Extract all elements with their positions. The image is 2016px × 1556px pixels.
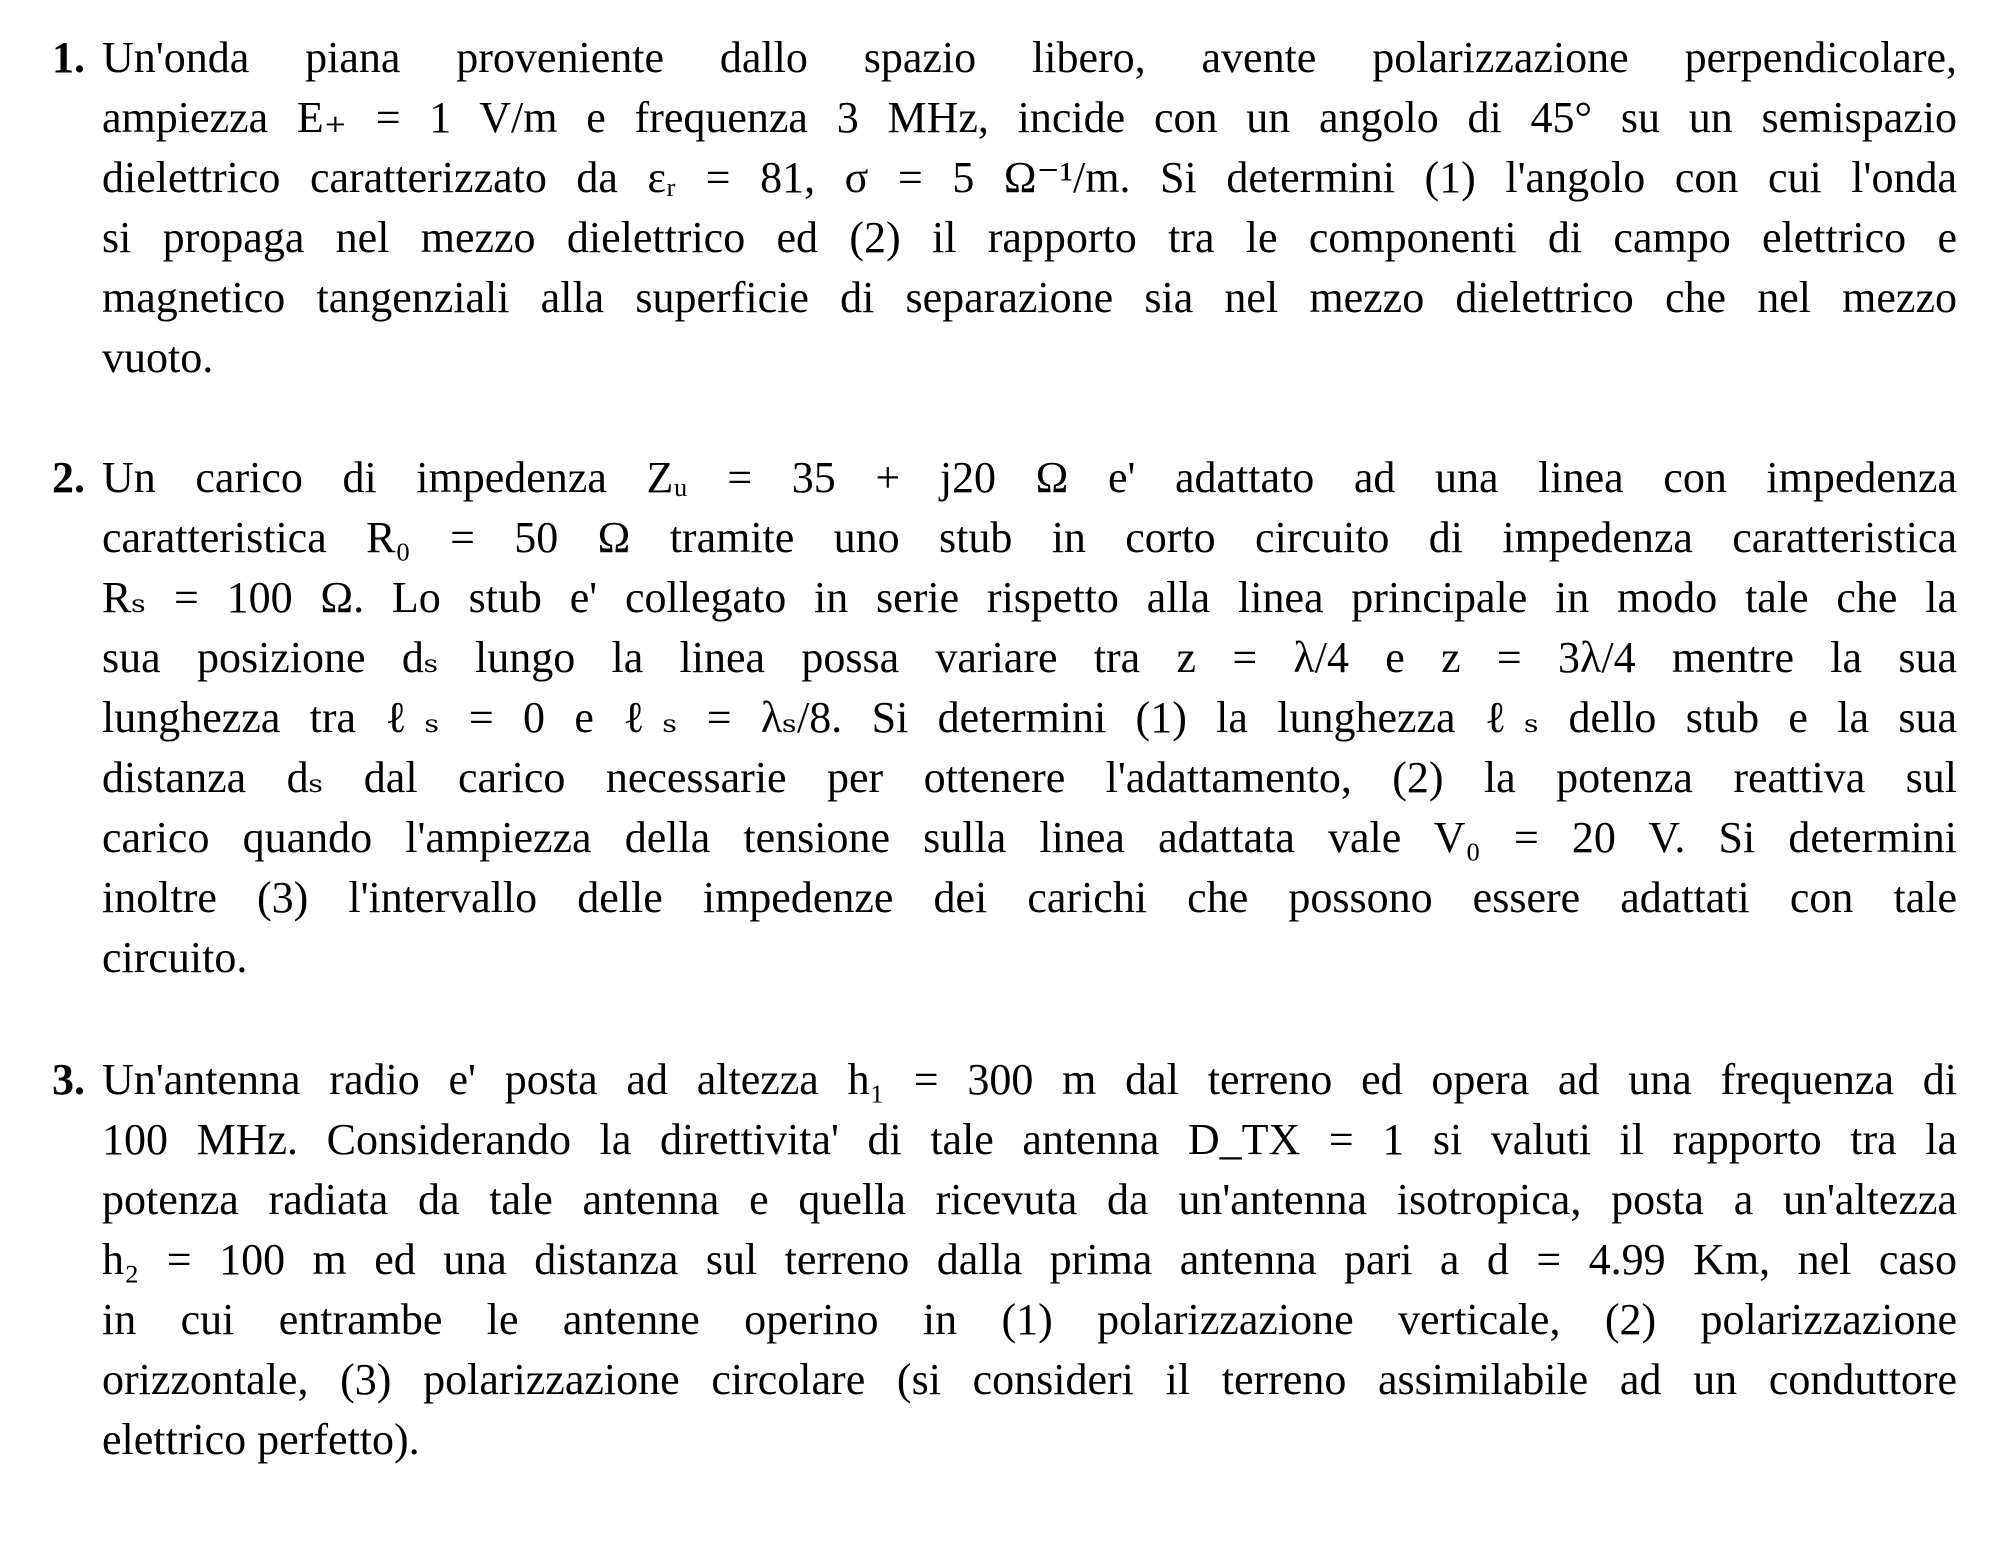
text-line: vuoto. bbox=[102, 333, 214, 382]
problem-number: 2. bbox=[52, 453, 85, 502]
text-line: potenza radiata da tale antenna e quella ricevuta da un'antenna isotropica, posta a un'altezza bbox=[102, 1175, 1957, 1224]
text-line: magnetico tangenziali alla superficie di separazione sia nel mezzo dielettrico che nel mezzo bbox=[102, 273, 1957, 322]
text-line: h₂ = 100 m ed una distanza sul terreno dalla prima antenna pari a d = 4.99 Km, nel caso bbox=[102, 1235, 1957, 1284]
text-line: sua posizione dₛ lungo la linea possa variare tra z = λ/4 e z = 3λ/4 mentre la sua bbox=[102, 633, 1957, 682]
text-line: elettrico perfetto). bbox=[102, 1415, 420, 1464]
text-line: Un'onda piana proveniente dallo spazio libero, avente polarizzazione perpendicolare, bbox=[102, 33, 1957, 82]
problem-number: 1. bbox=[52, 33, 85, 82]
problem-text bbox=[102, 1050, 1957, 1470]
text-line: distanza dₛ dal carico necessarie per ottenere l'adattamento, (2) la potenza reattiva sul bbox=[102, 753, 1957, 802]
text-line: circuito. bbox=[102, 933, 248, 982]
text-line: inoltre (3) l'intervallo delle impedenze dei carichi che possono essere adattati con tale bbox=[102, 873, 1957, 922]
text-line: Un carico di impedenza Zᵤ = 35 + j20 Ω e' adattato ad una linea con impedenza bbox=[102, 453, 1957, 502]
text-line: caratteristica R₀ = 50 Ω tramite uno stub in corto circuito di impedenza caratteristica bbox=[102, 513, 1957, 562]
text-line: ampiezza E₊ = 1 V/m e frequenza 3 MHz, incide con un angolo di 45° su un semispazio bbox=[102, 93, 1957, 142]
text-line: dielettrico caratterizzato da εᵣ = 81, σ = 5 Ω⁻¹/m. Si determini (1) l'angolo con cui l'onda bbox=[102, 153, 1957, 202]
text-line: Un'antenna radio e' posta ad altezza h₁ = 300 m dal terreno ed opera ad una frequenza di bbox=[102, 1055, 1957, 1104]
text-line: carico quando l'ampiezza della tensione sulla linea adattata vale V₀ = 20 V. Si determini bbox=[102, 813, 1957, 862]
text-line: Rₛ = 100 Ω. Lo stub e' collegato in serie rispetto alla linea principale in modo tale che la bbox=[102, 573, 1957, 622]
text-line: 100 MHz. Considerando la direttivita' di tale antenna D_TX = 1 si valuti il rapporto tra la bbox=[102, 1115, 1957, 1164]
text-line: orizzontale, (3) polarizzazione circolare (si consideri il terreno assimilabile ad un conduttore bbox=[102, 1355, 1957, 1404]
text-line: in cui entrambe le antenne operino in (1) polarizzazione verticale, (2) polarizzazione bbox=[102, 1295, 1957, 1344]
text-line: si propaga nel mezzo dielettrico ed (2) il rapporto tra le componenti di campo elettrico e bbox=[102, 213, 1957, 262]
problem-text bbox=[102, 448, 1957, 988]
problem-text bbox=[102, 28, 1957, 388]
text-line: lunghezza tra ℓₛ = 0 e ℓₛ = λₛ/8. Si determini (1) la lunghezza ℓₛ dello stub e la sua bbox=[102, 693, 1957, 742]
problem-number: 3. bbox=[52, 1055, 85, 1104]
